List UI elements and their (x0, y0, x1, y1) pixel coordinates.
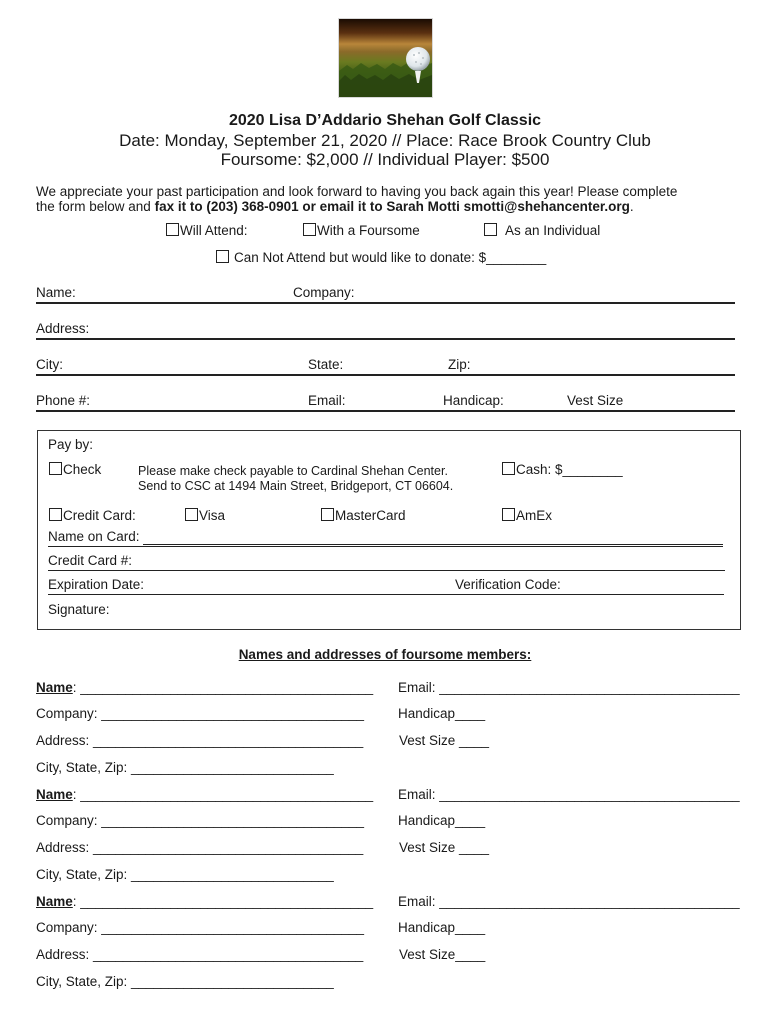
member-1-company[interactable]: Company: ___________________________________ (36, 706, 365, 721)
intro-line-2-end: . (629, 199, 634, 214)
member-3-company[interactable]: Company: ___________________________________ (36, 920, 365, 935)
name-company-line[interactable] (36, 302, 735, 304)
cannot-attend-label: Can Not Attend but would like to donate: $________ (234, 250, 547, 265)
member-1-vest[interactable]: Vest Size ____ (399, 733, 490, 748)
event-pricing: Foursome: $2,000 // Individual Player: $500 (220, 150, 550, 169)
name-on-card-line[interactable] (143, 544, 723, 545)
will-attend-checkbox[interactable] (166, 223, 179, 236)
member-2-vest[interactable]: Vest Size ____ (399, 840, 490, 855)
member-3-address[interactable]: Address: ____________________________________ (36, 947, 364, 962)
pay-by-label: Pay by: (48, 437, 94, 452)
foursome-heading: Names and addresses of foursome members: (238, 647, 532, 662)
card-number-line[interactable] (48, 570, 725, 571)
member-2-company[interactable]: Company: ___________________________________ (36, 813, 365, 828)
mastercard-option[interactable] (321, 508, 406, 523)
member-2-city[interactable]: City, State, Zip: ___________________________ (36, 867, 334, 882)
member-2-name-label: Name (36, 787, 73, 802)
signature-label: Signature: (48, 602, 110, 617)
member-3-name[interactable] (36, 894, 373, 909)
amex-checkbox[interactable] (502, 508, 515, 521)
member-1-name-line: : _______________________________________ (72, 680, 374, 695)
member-3-handicap[interactable]: Handicap____ (398, 920, 486, 935)
as-individual-label: As an Individual (505, 223, 601, 238)
member-1-handicap[interactable]: Handicap____ (398, 706, 486, 721)
member-3-email[interactable]: Email: ________________________________________ (398, 894, 740, 909)
event-date-place: Date: Monday, September 21, 2020 // Place: Race Brook Country Club (119, 131, 651, 150)
visa-label: Visa (199, 508, 226, 523)
cannot-attend-option[interactable] (216, 250, 546, 265)
as-individual-option[interactable] (484, 223, 600, 238)
member-3-vest[interactable]: Vest Size____ (399, 947, 486, 962)
amex-option[interactable] (502, 508, 552, 523)
member-2-address[interactable]: Address: ____________________________________ (36, 840, 364, 855)
member-2-handicap[interactable]: Handicap____ (398, 813, 486, 828)
member-2-name-line: : _______________________________________ (72, 787, 374, 802)
member-1-address[interactable]: Address: ____________________________________ (36, 733, 364, 748)
payment-box (37, 430, 741, 630)
check-note-1: Please make check payable to Cardinal Shehan Center. (138, 464, 448, 478)
member-3-name-label: Name (36, 894, 73, 909)
check-checkbox[interactable] (49, 462, 62, 475)
as-individual-checkbox[interactable] (484, 223, 497, 236)
visa-checkbox[interactable] (185, 508, 198, 521)
zip-label: Zip: (448, 357, 471, 372)
verification-label: Verification Code: (455, 577, 561, 592)
expiration-label: Expiration Date: (48, 577, 145, 592)
name-on-card-label: Name on Card: (48, 529, 140, 544)
with-foursome-option[interactable] (303, 223, 420, 238)
company-label: Company: (293, 285, 355, 300)
member-3-city[interactable]: City, State, Zip: ___________________________ (36, 974, 334, 989)
golf-logo (338, 18, 433, 98)
member-1-city[interactable]: City, State, Zip: ___________________________ (36, 760, 334, 775)
will-attend-label: Will Attend: (180, 223, 248, 238)
intro-line-1: We appreciate your past participation and look forward to having you back again this year! Please complete (36, 184, 678, 199)
will-attend-option[interactable] (166, 223, 248, 238)
phone-email-line[interactable] (36, 410, 735, 412)
name-label: Name: (36, 285, 76, 300)
member-2-name[interactable] (36, 787, 373, 802)
member-3-name-line: : _______________________________________ (72, 894, 374, 909)
state-label: State: (308, 357, 344, 372)
card-number-label: Credit Card #: (48, 553, 133, 568)
credit-card-checkbox[interactable] (49, 508, 62, 521)
golf-ball-icon (339, 19, 432, 97)
cash-checkbox[interactable] (502, 462, 515, 475)
cash-label: Cash: $________ (516, 462, 623, 477)
city-state-zip-line[interactable] (36, 374, 735, 376)
cash-option[interactable] (502, 462, 623, 477)
check-label: Check (63, 462, 102, 477)
intro-fax-email: fax it to (203) 368-0901 or email it to Sarah Motti smotti@shehancenter.org (154, 199, 630, 214)
cannot-attend-checkbox[interactable] (216, 250, 229, 263)
credit-card-label: Credit Card: (63, 508, 136, 523)
member-2-email[interactable]: Email: ________________________________________ (398, 787, 740, 802)
member-1-name-label: Name (36, 680, 73, 695)
with-foursome-label: With a Foursome (317, 223, 420, 238)
mastercard-checkbox[interactable] (321, 508, 334, 521)
address-label: Address: (36, 321, 90, 336)
credit-card-option[interactable] (49, 508, 136, 523)
intro-line-2-start: the form below and (36, 199, 155, 214)
vest-size-label: Vest Size (567, 393, 624, 408)
check-option[interactable] (49, 462, 101, 477)
visa-option[interactable] (185, 508, 225, 523)
member-1-email[interactable]: Email: ________________________________________ (398, 680, 740, 695)
handicap-label: Handicap: (443, 393, 504, 408)
mastercard-label: MasterCard (335, 508, 406, 523)
phone-label: Phone #: (36, 393, 91, 408)
email-label: Email: (308, 393, 346, 408)
with-foursome-checkbox[interactable] (303, 223, 316, 236)
event-title: 2020 Lisa D’Addario Shehan Golf Classic (228, 112, 542, 129)
check-note-2: Send to CSC at 1494 Main Street, Bridgeport, CT 06604. (138, 479, 454, 493)
expiration-verification-line[interactable] (48, 594, 724, 595)
intro-line-2 (36, 199, 634, 214)
city-label: City: (36, 357, 63, 372)
amex-label: AmEx (516, 508, 553, 523)
member-1-name[interactable] (36, 680, 373, 695)
name-on-card-underline (48, 546, 723, 547)
address-line[interactable] (36, 338, 735, 340)
